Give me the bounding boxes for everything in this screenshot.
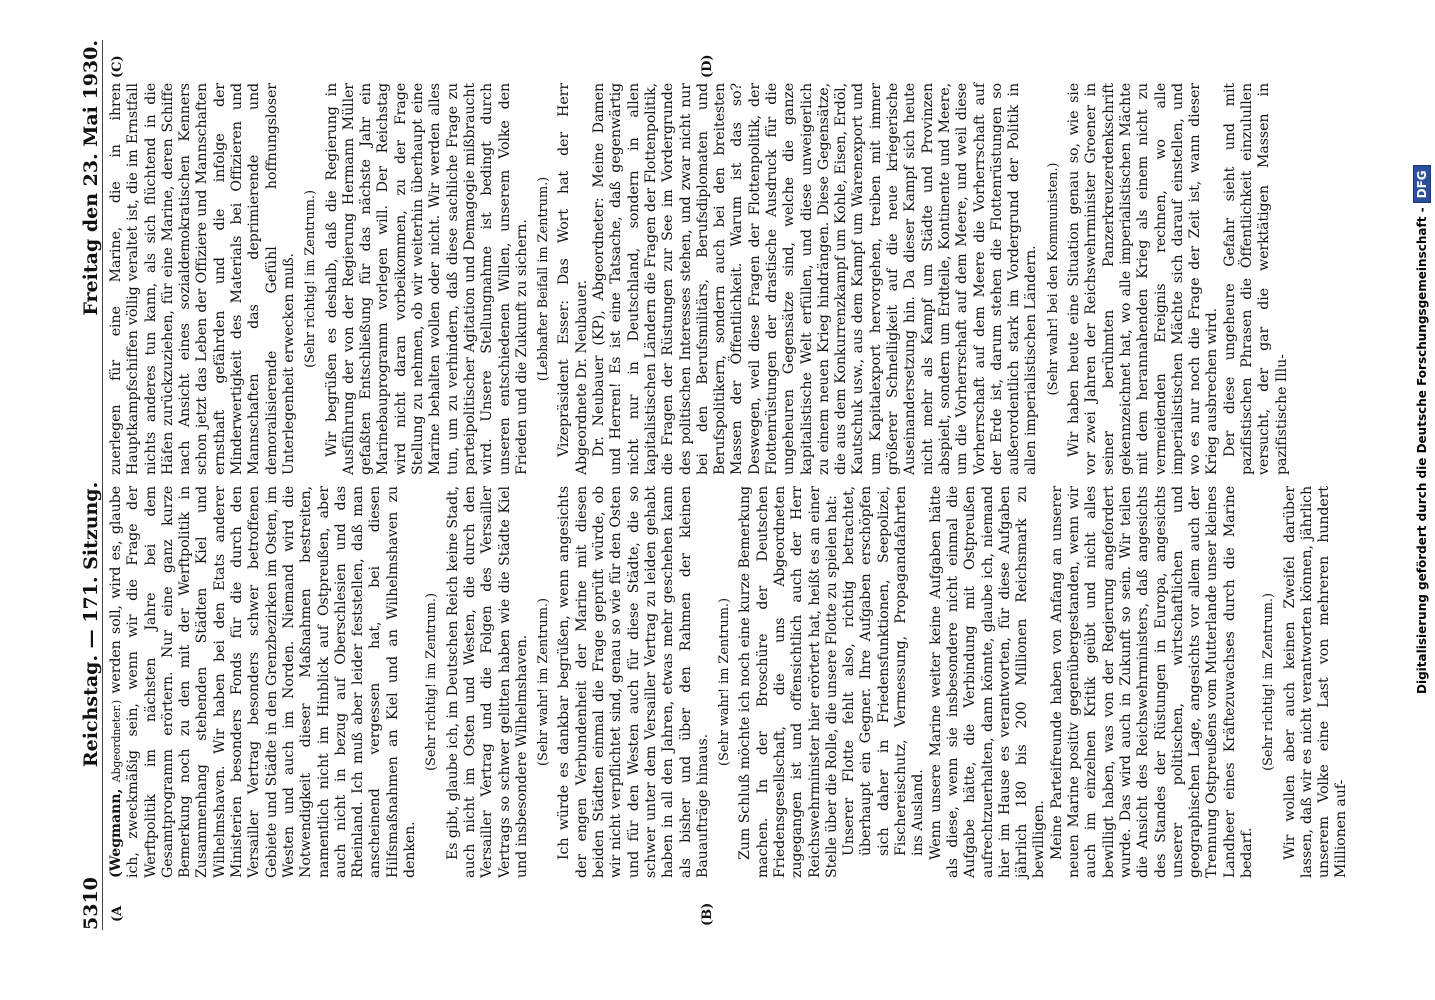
interjection: (Sehr richtig! im Zentrum.) — [1261, 593, 1277, 771]
interjection: (Lebhafter Beifall im Zentrum.) — [536, 176, 552, 382]
right-column — [108, 83, 1338, 475]
credit-text: Digitalisierung gefördert durch die Deutsche Forschungsgemeinschaft - — [1415, 207, 1429, 694]
left-column — [108, 486, 1350, 878]
interjection: (Sehr richtig! im Zentrum.) — [424, 593, 440, 771]
dfg-logo: DFG — [1413, 165, 1431, 203]
left-paragraph: Ich würde es dankbar begrüßen, wenn angesichts der engen Verbundenheit der Marine mit diesen beiden Städten einmal die Frage geprüft würde, ob wir nicht verpflichtet sind, genau so wie für den Osten und für den Westen auch für diese Städte, die so schwer unter dem Versailler Vertrag zu leiden gehabt haben in all den Jahren, etwas mehr geschehen kann als bisher und über den Rahmen der kleinen Bauaufträge hinaus. — [556, 486, 711, 878]
left-paragraph: Zum Schluß möchte ich noch eine kurze Bemerkung machen. In der Broschüre der Deutschen Friedensgesellschaft, die uns Abgeordneten zugegangen ist und offensichtlich auch der Herr Reichswehrminister hier erörtert hat, heißt es an einer Stelle über die Rolle, die unsere Flotte zu spielen hat: — [737, 486, 840, 878]
right-paragraph: Wir begrüßen es deshalb, daß die Regierung in Ausführung der von der Regierung Hermann Müller gefaßten Entschließung für das nächste Jahr ein Marinebauprogramm vorlegen will. Der Reichstag wird nicht daran vorbeikommen, zu der Frage Stellung zu nehmen, ob wir weiterhin überhaupt eine Marine behalten wollen oder nicht. Wir werden alles tun, um zu verhindern, daß diese sachliche Frage zu parteipolitischer Agitation und Demagogie mißbraucht wird. Unsere Stellungnahme ist bedingt durch unseren entschiedenen Willen, unserem Volke den Frieden und die Zukunft zu sichern. — [323, 83, 530, 475]
left-paragraph: Wenn unsere Marine weiter keine Aufgaben hätte als diese, wenn sie insbesondere nicht einmal die Aufgabe hätte, die Verbindung mit Ostpreußen aufrechtzuerhalten, dann könnte, glaube ich, niemand hier im Hause es verantworten, für diese Aufgaben jährlich 180 bis 200 Millionen Reichsmark zu bewilligen. — [927, 486, 1048, 878]
header-right-title: Freitag den 23. Mai 1930. — [80, 40, 102, 316]
margin-marker-d: (D) — [700, 54, 715, 78]
digitization-credit — [1409, 14, 1435, 694]
interjection: (Sehr wahr! bei den Kommunisten.) — [1045, 162, 1061, 396]
page-header — [72, 40, 103, 930]
paragraph-text: werden soll, wird es, glaube ich, zweckmäßig sein, wenn wir die Frage der Werftpolitik im nächsten Jahre bei dem Gesamtprogramm erörtern. Nur eine ganz kurze Bemerkung noch zu den mit der Werftpolitik in Zusammenhang stehenden Städten Kiel und Wilhelmshaven. Wir haben bei den Etats anderer Ministerien besonders Fonds für die durch den Versailler Vertrag besonders schwer betroffenen Gebiete und Städte in den Grenzbezirken im Osten, im Westen und auch im Norden. Niemand wird die Notwendigkeit dieser Maßnahmen bestreiten, namentlich nicht im Hinblick auf Ostpreußen, aber auch nicht in bezug auf Oberschlesien und das Rheinland. Ich muß aber leider feststellen, daß man anscheinend vergessen hat, bei diesen Hilfsmaßnahmen an Kiel und an Wilhelmshaven zu denken. — [108, 486, 419, 878]
right-paragraph: Der diese ungeheure Gefahr sieht und mit pazifistischen Phrasen die Öffentlichkeit einzulullen versucht, der gar die werktätigen Massen in pazifistische Illu- — [1221, 83, 1290, 475]
right-paragraph: Dr. Neubauer (KP), Abgeordneter: Meine Damen und Herren! Es ist eine Tatsache, daß gegenwärtig nicht nur in Deutschland, sondern in allen kapitalistischen Ländern die Fragen der Flottenpolitik, die Fragen der Rüstungen zur See im Vordergrunde des politischen Interesses stehen, und zwar nicht nur bei den Berufsmilitärs, Berufsdiplomaten und Berufspolitikern, sondern auch bei den breitesten Massen der Öffentlichkeit. Warum ist das so? Deswegen, weil diese Fragen der Flottenpolitik, der Flottenrüstungen der drastische Ausdruck für die ungeheuren Gegensätze sind, welche die ganze kapitalistische Welt erfüllen, und diese unweigerlich zu einem neuen Krieg hindrängen. Diese Gegensätze, die aus dem Konkurrenzkampf um Kohle, Eisen, Erdöl, Kautschuk usw., aus dem Kampf um Warenexport und um Kapitalexport hervorgehen, treiben mit immer größerer Schnelligkeit auf die neue kriegerische Auseinandersetzung hin. Da dieser Kampf sich heute nicht mehr als Kampf um Städte und Provinzen abspielt, sondern um Erdteile, Kontinente und Meere, um die Vorherrschaft auf dem Meere, und weil diese Vorherrschaft auf dem Meere die Vorherrschaft auf der Erde ist, darum stehen die Flottenrüstungen so außerordentlich stark im Vordergrund der Politik in allen imperialistischen Ländern. — [591, 83, 1040, 475]
speaker-name: (Wegmann, — [108, 788, 124, 878]
margin-marker-b: (B) — [700, 902, 715, 926]
margin-marker-c: (C) — [110, 55, 125, 78]
right-paragraph: zuerlegen für eine Marine, die in ihren Hauptkampfschiffen völlig veraltet ist, die im Ernstfall nichts anderes tun kann, als sich flüchtend in die Häfen zurückzuziehen, für eine Marine, deren Schiffe nach Ansicht eines sozialdemokratischen Kenners schon jetzt das Leben der Offiziere und Mannschaften ernsthaft gefährden und die infolge der Minderwertigkeit des Materials bei Offizieren und Mannschaften das deprimierende und demoralisierende Gefühl hoffnungsloser Unterlegenheit erwecken muß. — [108, 83, 297, 475]
right-paragraph: Wir haben heute eine Situation genau so, wie sie vor zwei Jahren der Reichswehrminister Groener in seiner berühmten Panzerkreuzerdenkschrift gekennzeichnet hat, wo alle imperialistischen Mächte mit dem herannahenden Krieg als einem nicht zu vermeidenden Ereignis rechnen, wo alle imperialistischen Mächte sich darauf einstellen, und wo es nur noch die Frage der Zeit ist, wann dieser Krieg ausbrechen wird. — [1066, 83, 1221, 475]
header-left-title: Reichstag. — 171. Sitzung. — [80, 481, 102, 768]
left-paragraph: Es gibt, glaube ich, im Deutschen Reich keine Stadt, auch nicht im Osten und Westen, die durch den Versailler Vertrag und die Folgen des Versailler Vertrags so schwer gelitten haben wie die Städte Kiel und insbesondere Wilhelmshaven. — [444, 486, 530, 878]
page-number: 5310 — [80, 877, 102, 930]
speaker-role: Abgeordneter.) — [110, 699, 123, 783]
left-paragraph: Meine Parteifreunde haben von Anfang an unserer neuen Marine positiv gegenübergestanden, wenn wir auch im einzelnen Kritik geübt und nicht alles bewilligt haben, was von der Regierung angefordert wurde. Das wird auch in Zukunft so sein. Wir teilen die Ansicht des Reichswehrministers, daß angesichts des Standes der Rüstungen in Europa, angesichts unserer politischen, wirtschaftlichen und geographischen Lage, angesichts vor allem auch der Trennung Ostpreußens vom Mutterlande unser kleines Landheer eines Kräftezuwachses durch die Marine bedarf. — [1048, 486, 1255, 878]
margin-marker-a: (A — [110, 905, 125, 922]
left-paragraph: Wir wollen aber auch keinen Zweifel darüber lassen, daß wir es nicht verantworten können, jährlich unserem Volke eine Last von mehreren hundert Millionen auf- — [1281, 486, 1350, 878]
block-quote: Unserer Flotte fehlt also, richtig betrachtet, überhaupt ein Gegner. Ihre Aufgaben erschöpfen sich daher in Friedensfunktionen, Seepolizei, Fischereischutz, Vermessung, Propagandafahrten ins Ausland. — [841, 486, 927, 856]
interjection: (Sehr wahr! im Zentrum.) — [536, 598, 552, 766]
interjection: (Sehr wahr! im Zentrum.) — [717, 598, 733, 766]
right-paragraph: Vizepräsident Esser: Das Wort hat der Herr Abgeordnete Dr. Neubauer. — [556, 83, 590, 475]
left-paragraph — [108, 486, 419, 878]
interjection: (Sehr richtig! im Zentrum.) — [303, 190, 319, 368]
